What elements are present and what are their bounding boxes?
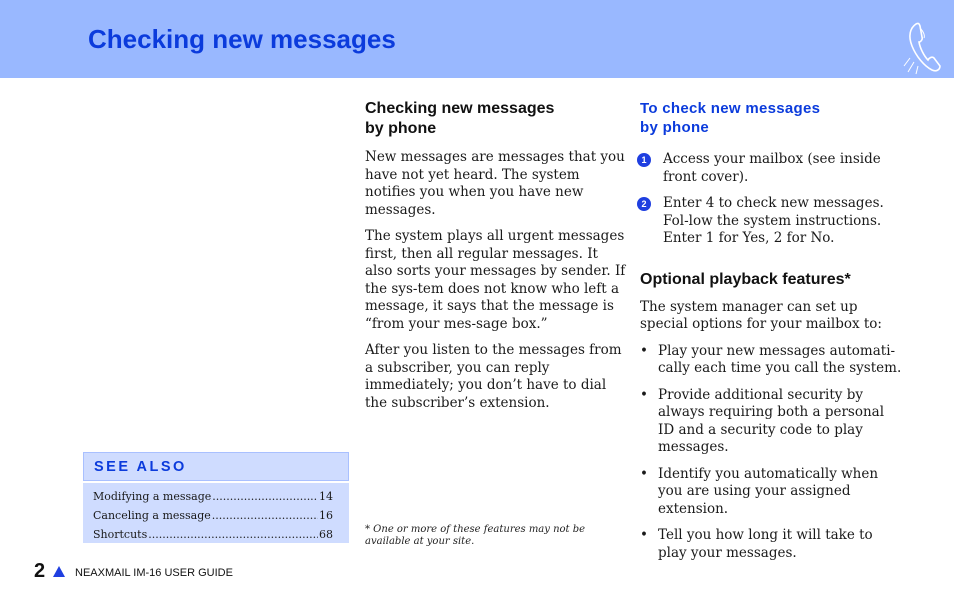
list-item (640, 387, 902, 457)
see-also-link[interactable] (93, 525, 333, 544)
see-also-link[interactable] (93, 506, 333, 525)
procedure-heading (640, 99, 902, 137)
procedure-step (640, 151, 902, 186)
list-item (640, 527, 902, 562)
procedure-step (640, 195, 902, 248)
triangle-up-icon (53, 566, 65, 577)
middle-column (365, 99, 627, 421)
page-number: 2 (34, 560, 46, 582)
see-also-link[interactable] (93, 487, 333, 506)
dot-leader (148, 525, 318, 544)
bullet-icon: • (640, 386, 648, 403)
bullet-icon: • (640, 342, 648, 359)
page-title: Checking new messages (88, 24, 396, 54)
paragraph: The system plays all urgent messages first, then all regular messages. It also sorts your messages by sender. If the sys-tem does not know who left a message, it says that the message is “from your mes-sage box.” (365, 228, 626, 332)
step-number-badge: 2 (637, 197, 651, 211)
see-also-page: 16 (319, 509, 333, 522)
optional-features-intro: The system manager can set up special options for your mailbox to: (640, 298, 882, 332)
right-column (640, 99, 902, 571)
see-also-label: Modifying a message (93, 490, 212, 503)
list-item-text: Identify you automatically when you are using your assigned extension. (658, 465, 879, 517)
dot-leader (212, 487, 318, 506)
list-item (640, 466, 902, 519)
heading-line-1: Checking new messages (365, 100, 555, 117)
paragraph: New messages are messages that you have not yet heard. The system notifies you when you have new messages. (365, 149, 625, 218)
step-number-badge: 1 (637, 153, 651, 167)
see-also-label: Shortcuts (93, 528, 148, 541)
heading-line-2: by phone (365, 120, 437, 137)
list-item-text: Tell you how long it will take to play your messages. (658, 527, 873, 561)
page-banner (0, 0, 954, 78)
step-text: Access your mailbox (see inside front cover). (663, 151, 881, 185)
optional-features-heading: Optional playback features* (640, 270, 851, 288)
see-also-label: Canceling a message (93, 509, 211, 522)
list-item (640, 343, 902, 378)
see-also-box (83, 452, 349, 543)
list-item-text: Provide additional security by always requiring both a personal ID and a security code to play messages. (658, 386, 885, 455)
guide-title: NEAXMAIL IM-16 USER GUIDE (75, 567, 233, 579)
bullet-icon: • (640, 527, 648, 543)
section-heading (365, 99, 627, 139)
bullet-icon: • (640, 465, 648, 482)
see-also-list (83, 483, 349, 543)
optional-features-list (640, 343, 902, 563)
step-text: Enter 4 to check new messages. Fol-low the system instructions. Enter 1 for Yes, 2 for No. (663, 195, 884, 246)
see-also-page: 68 (319, 528, 333, 541)
heading-line-2: by phone (640, 119, 710, 136)
footnote: * One or more of these features may not be available at your site. (365, 524, 586, 547)
heading-line-1: To check new messages (640, 100, 821, 117)
see-also-heading: SEE ALSO (83, 452, 349, 481)
paragraph: After you listen to the messages from a subscriber, you can reply immediately; you don’t have to dial the subscriber’s extension. (365, 342, 622, 411)
dot-leader (212, 506, 318, 525)
see-also-page: 14 (319, 490, 333, 503)
telephone-handset-icon (898, 18, 944, 78)
list-item-text: Play your new messages automati-cally each time you call the system. (658, 342, 902, 376)
